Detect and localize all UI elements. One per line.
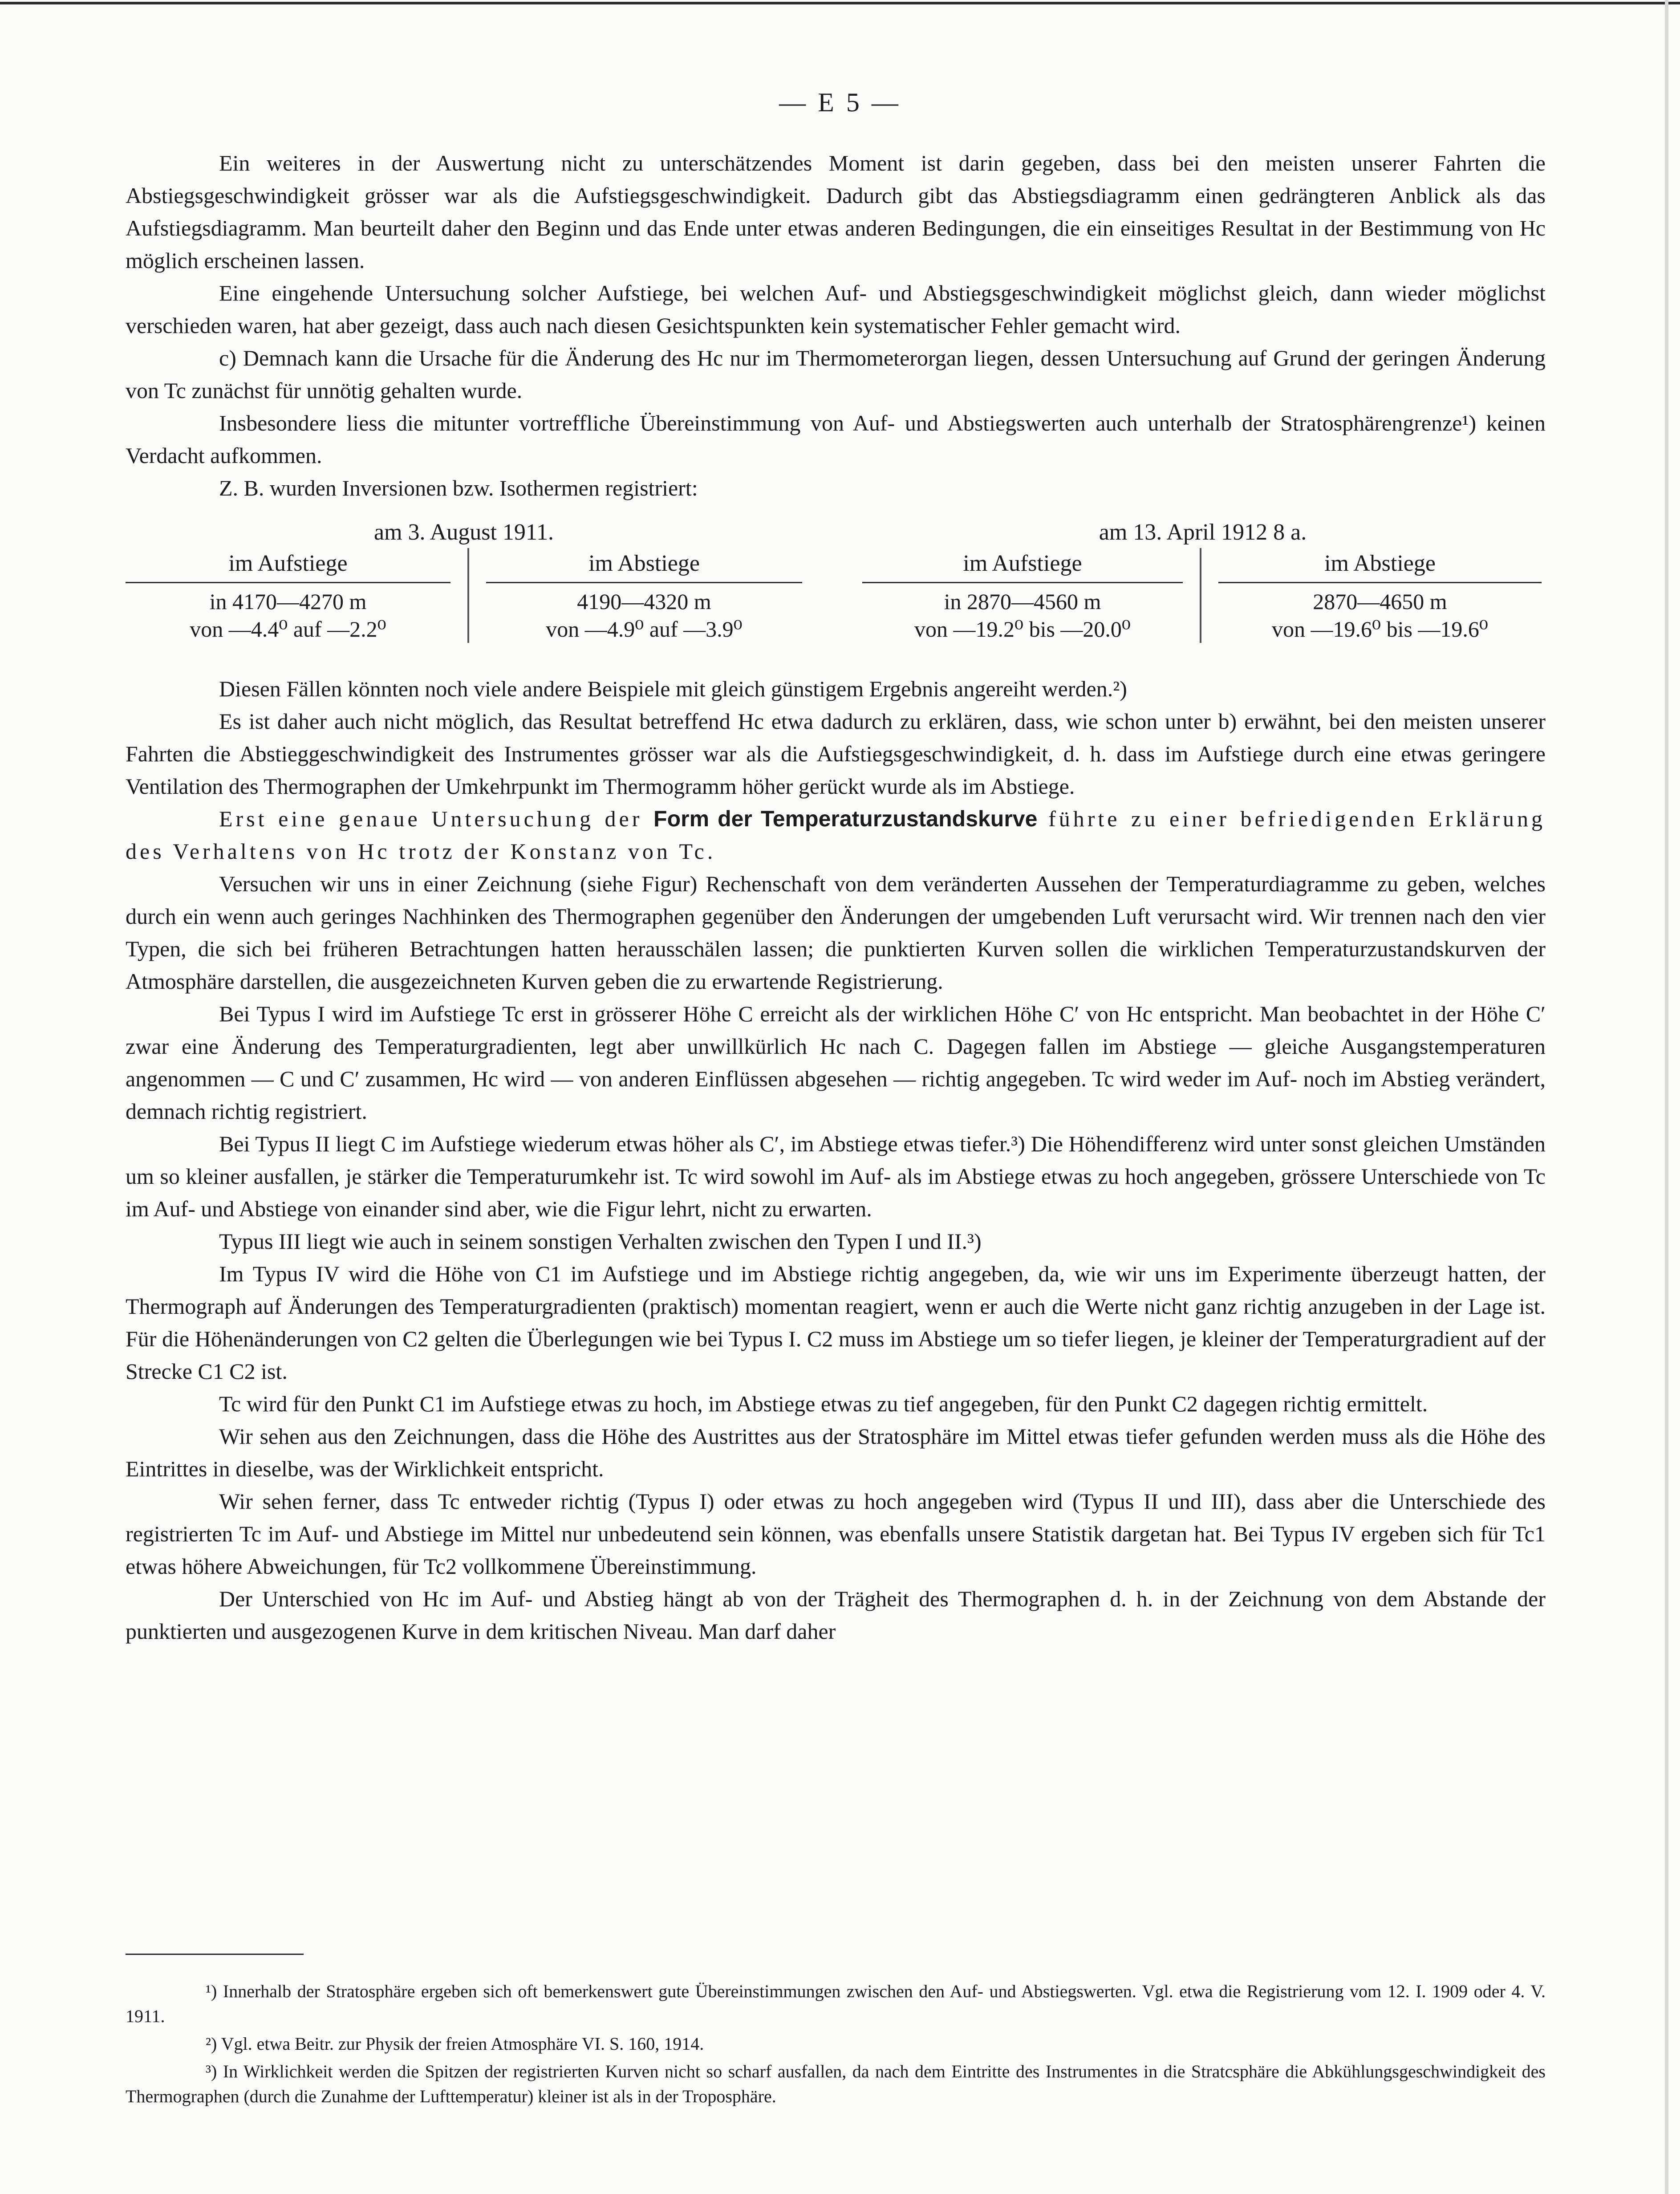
footnote-rule	[126, 1954, 304, 1955]
paragraph: Der Unterschied von Hc im Auf- und Abstieg hängt ab von der Trägheit des Thermographen d. h. in der Zeichnung von dem Abstande der punktierten und ausgezogenen Kurve in dem kritischen Niveau. Man darf daher	[126, 1586, 1546, 1644]
paragraph: Wir sehen aus den Zeichnungen, dass die Höhe des Austrittes aus der Stratosphäre im Mittel etwas tiefer gefunden werden muss als die Höhe des Eintrittes in dieselbe, was der Wirklichkeit entspricht.	[126, 1424, 1546, 1481]
paragraph: Insbesondere liess die mitunter vortreffliche Übereinstimmung von Auf- und Abstiegswerten auch unterhalb der Stratosphärengrenze¹) keinen Verdacht aufkommen.	[126, 410, 1546, 468]
height-range: 2870—4650 m	[1313, 589, 1447, 614]
page-number: — E 5 —	[779, 88, 901, 117]
paragraph: Bei Typus I wird im Aufstiege Tc erst in grösserer Höhe C erreicht als der wirklichen Höhe C′ von Hc entspricht. Man beobachtet in der Höhe C′ zwar eine Änderung des Temperaturgradienten, legt aber unwillkürlich Hc nach C. Dagegen fallen im Abstiege — gleiche Ausgangstemperaturen angenommen — C und C′ zusammen, Hc wird — von anderen Einflüssen abgesehen — richtig angegeben. Tc wird weder im Auf- noch im Abstieg verändert, demnach richtig registriert.	[126, 1001, 1546, 1124]
column-header: im Abstiege	[1218, 548, 1542, 583]
paragraph: c) Demnach kann die Ursache für die Änderung des Hc nur im Thermometerorgan liegen, dessen Untersuchung auf Grund der geringen Änderung von Tc zunächst für unnötig gehalten wurde.	[126, 345, 1546, 403]
table-column	[862, 548, 1183, 643]
temperature-range: von —19.6⁰ bis —19.6⁰	[1272, 617, 1488, 642]
paragraph: Typus III liegt wie auch in seinem sonstigen Verhalten zwischen den Typen I und II.³)	[219, 1229, 982, 1254]
height-range: 4190—4320 m	[577, 589, 711, 614]
paragraph: Diesen Fällen könnten noch viele andere Beispiele mit gleich günstigem Ergebnis angereiht werden.²)	[219, 676, 1127, 701]
paragraph: Bei Typus II liegt C im Aufstiege wiederum etwas höher als C′, im Abstiege etwas tiefer.³) Die Höhendifferenz wird unter sonst gleichen Umständen um so kleiner ausfallen, je stärker die Temperaturumkehr ist. Tc wird sowohl im Auf- als im Abstiege etwas zu hoch angegeben, grössere Unterschiede von Tc im Auf- und Abstiege von einander sind aber, wie die Figur lehrt, nicht zu erwarten.	[126, 1131, 1546, 1221]
emphasis-post: führte zu einer befriedigenden Erklärung des Verhaltens von Hc trotz der Konstanz von Tc.	[126, 806, 1546, 864]
paragraph: Tc wird für den Punkt C1 im Aufstiege etwas zu hoch, im Abstiege etwas zu tief angegeben, für den Punkt C2 dagegen richtig ermittelt.	[219, 1391, 1428, 1416]
column-header: im Aufstiege	[126, 548, 450, 583]
temperature-range: von —4.9⁰ auf —3.9⁰	[546, 617, 743, 642]
paragraph: Es ist daher auch nicht möglich, das Resultat betreffend Hc etwa dadurch zu erklären, dass, wie schon unter b) erwähnt, bei den meisten unserer Fahrten die Abstieggeschwindigkeit des Instrumentes grösser war als die Aufstiegsgeschwindigkeit, d. h. dass im Aufstiege durch eine etwas geringere Ventilation des Thermographen der Umkehrpunkt im Thermogramm höher gerückt wurde als im Abstiege.	[126, 709, 1546, 799]
temperature-range: von —19.2⁰ bis —20.0⁰	[914, 617, 1131, 642]
table-april-1912	[862, 517, 1543, 643]
scan-top-border	[0, 2, 1680, 4]
column-header: im Aufstiege	[862, 548, 1183, 583]
height-range: in 2870—4560 m	[944, 589, 1101, 614]
scan-right-edge	[1665, 0, 1668, 2194]
emphasis-pre: Erst eine genaue Untersuchung der	[219, 806, 654, 831]
paragraph: Ein weiteres in der Auswertung nicht zu unterschätzendes Moment ist darin gegeben, dass bei den meisten unserer Fahrten die Abstiegsgeschwindigkeit grösser war als die Aufstiegsgeschwindigkeit. Dadurch gibt das Abstiegsdiagramm einen gedrängteren Anblick als das Aufstiegsdiagramm. Man beurteilt daher den Beginn und das Ende unter etwas anderen Bedingungen, die ein einseitiges Resultat in der Bestimmung von Hc möglich erscheinen lassen.	[126, 150, 1546, 273]
footnote: ³) In Wirklichkeit werden die Spitzen der registrierten Kurven nicht so scharf ausfallen, da nach dem Eintritte des Instrumentes in die Stratcsphäre die Abkühlungsgeschwindigkeit des Thermographen (durch die Zunahme der Lufttemperatur) kleiner ist als in der Troposphäre.	[126, 2061, 1546, 2106]
table-column	[486, 548, 802, 643]
column-header: im Abstiege	[486, 548, 802, 583]
paragraph: Wir sehen ferner, dass Tc entweder richtig (Typus I) oder etwas zu hoch angegeben wird (Typus II und III), dass aber die Unterschiede des registrierten Tc im Auf- und Abstiege im Mittel nur unbedeutend sein können, was ebenfalls unsere Statistik dargetan hat. Bei Typus IV ergeben sich für Tc1 etwas höhere Abweichungen, für Tc2 vollkommene Übereinstimmung.	[126, 1489, 1546, 1579]
column-divider	[1200, 548, 1201, 643]
footnote: ¹) Innerhalb der Stratosphäre ergeben sich oft bemerkenswert gute Übereinstimmungen zwischen den Auf- und Abstiegswerten. Vgl. etwa die Registrierung vom 12. I. 1909 oder 4. V. 1911.	[126, 1981, 1546, 2026]
table-column	[1218, 548, 1542, 643]
footnote: ²) Vgl. etwa Beitr. zur Physik der freien Atmosphäre VI. S. 160, 1914.	[206, 2034, 704, 2054]
paragraph-emphasis	[126, 803, 1546, 868]
paragraph: Eine eingehende Untersuchung solcher Aufstiege, bei welchen Auf- und Abstiegsgeschwindigkeit möglichst gleich, dann wieder möglichst verschieden waren, hat aber gezeigt, dass auch nach diesen Gesichtspunkten kein systematischer Fehler gemacht wird.	[126, 280, 1546, 338]
emphasis-bold: Form der Temperaturzustandskurve	[653, 806, 1038, 831]
table-august-1911	[126, 517, 802, 643]
paragraph: Im Typus IV wird die Höhe von C1 im Aufstiege und im Abstiege richtig angegeben, da, wie wir uns im Experimente überzeugt hatten, der Thermograph auf Änderungen des Temperaturgradienten (praktisch) momentan reagiert, wenn er auch die Werte nicht ganz richtig anzugeben in der Lage ist. Für die Höhenänderungen von C2 gelten die Überlegungen wie bei Typus I. C2 muss im Abstiege um so tiefer liegen, je kleiner der Temperaturgradient auf der Strecke C1 C2 ist.	[126, 1261, 1546, 1384]
main-text	[126, 147, 1546, 1648]
temperature-range: von —4.4⁰ auf —2.2⁰	[190, 617, 386, 642]
paragraph: Z. B. wurden Inversionen bzw. Isothermen registriert:	[219, 475, 698, 500]
table-column	[126, 548, 450, 643]
column-divider	[467, 548, 469, 643]
footnotes	[126, 1979, 1546, 2112]
paragraph: Versuchen wir uns in einer Zeichnung (siehe Figur) Rechenschaft von dem veränderten Aussehen der Temperaturdiagramme zu geben, welches durch ein wenn auch geringes Nachhinken des Thermographen gegenüber den Änderungen der umgebenden Luft verursacht wird. Wir trennen nach den vier Typen, die sich bei früheren Betrachtungen hatten herausschälen lassen; die punktierten Kurven sollen die wirklichen Temperaturzustandskurven der Atmosphäre darstellen, die ausgezeichneten Kurven geben die zu erwartende Registrierung.	[126, 871, 1546, 994]
inversion-tables	[126, 517, 1546, 659]
table-date: am 13. April 1912 8 a.	[1099, 520, 1307, 545]
table-date: am 3. August 1911.	[374, 520, 554, 545]
height-range: in 4170—4270 m	[209, 589, 367, 614]
